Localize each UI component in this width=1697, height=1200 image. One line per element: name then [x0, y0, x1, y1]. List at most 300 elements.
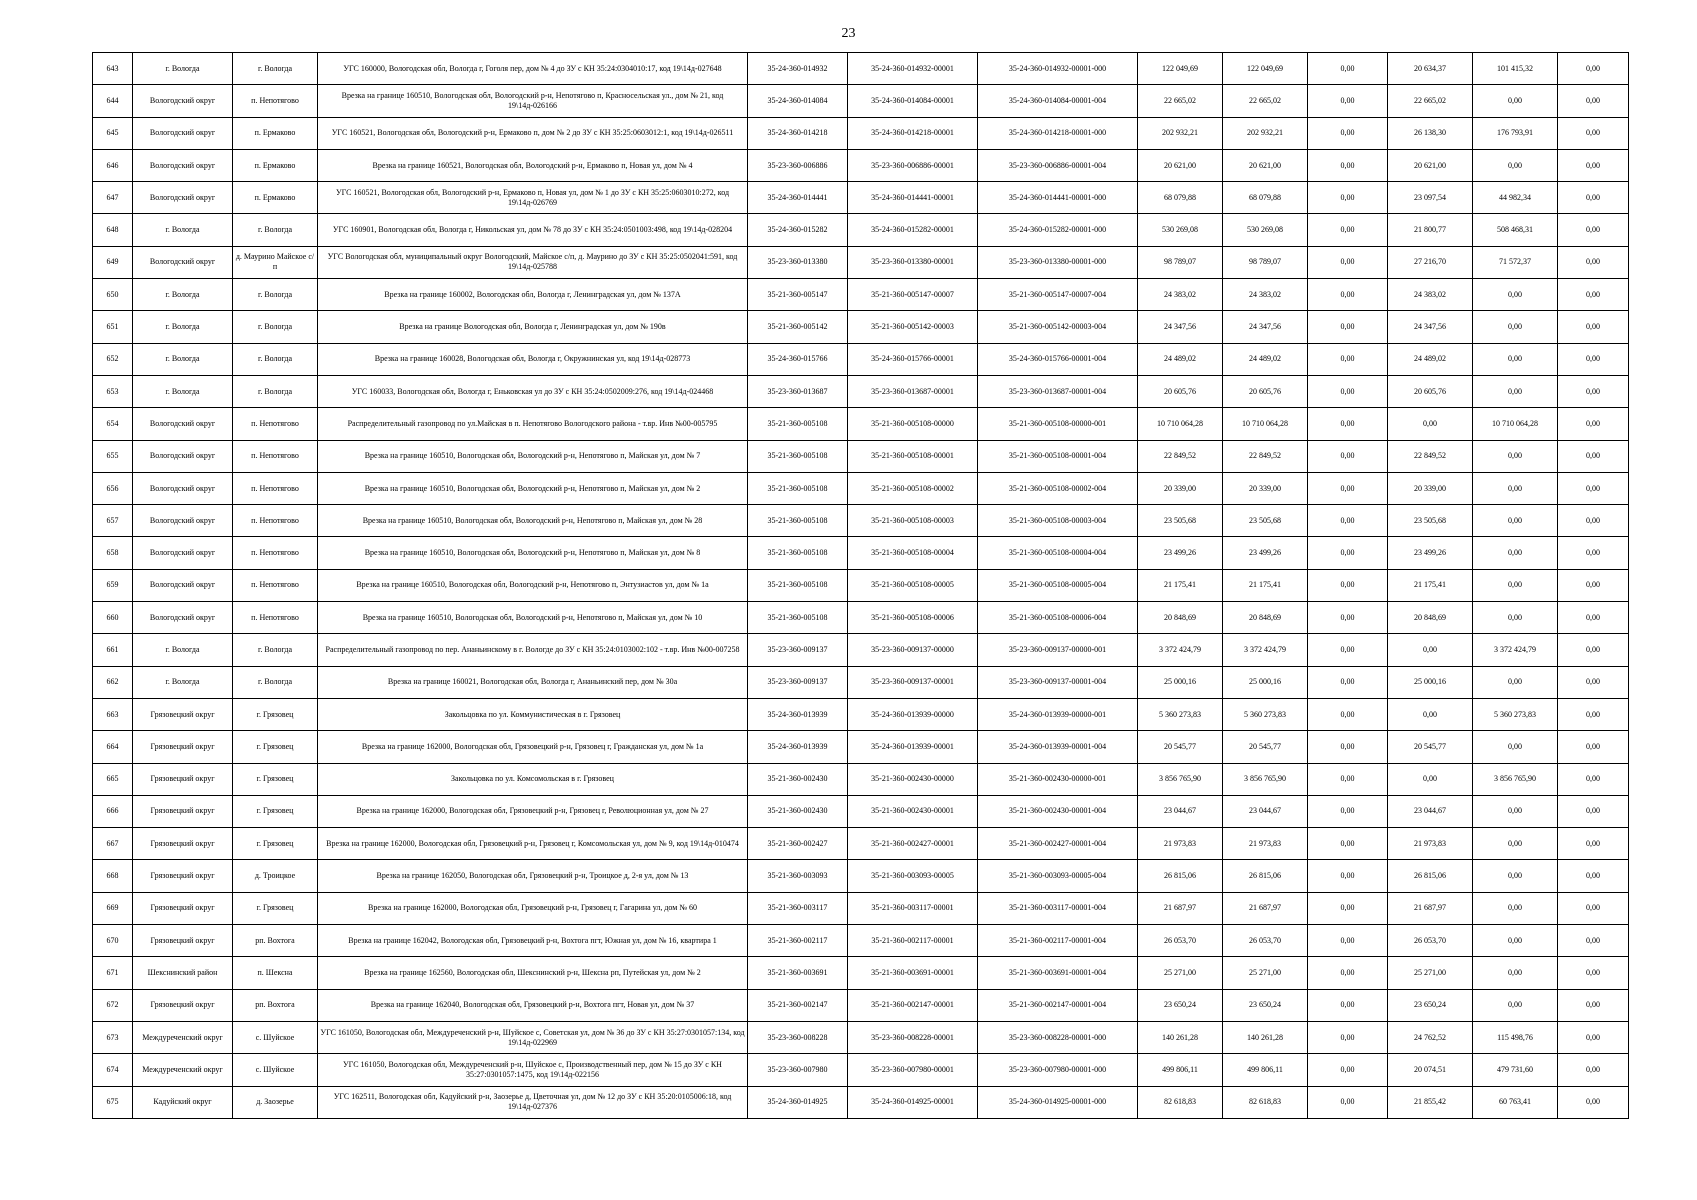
- district-cell: Вологодский округ: [133, 85, 233, 117]
- cost-zero-cell: 0,00: [1308, 375, 1388, 407]
- element-code-cell: 35-21-360-005108-00001-004: [978, 440, 1138, 472]
- cost-zero-cell: 0,00: [1308, 957, 1388, 989]
- settlement-cell: п. Ермаково: [233, 117, 318, 149]
- cost-connection-cell: 21 175,41: [1388, 569, 1473, 601]
- element-code-cell: 35-24-360-014218-00001-000: [978, 117, 1138, 149]
- table-row: [93, 343, 1629, 375]
- cost-amount-cell: 26 053,70: [1223, 925, 1308, 957]
- object-description-cell: Врезка на границе 162560, Вологодская обл, Шекснинский р-н, Шексна рп, Путейская ул, дом № 2: [318, 957, 748, 989]
- cost-total-cell: 20 621,00: [1138, 149, 1223, 181]
- district-cell: г. Вологда: [133, 53, 233, 85]
- cost-network-cell: 0,00: [1473, 795, 1558, 827]
- element-code-cell: 35-24-360-015282-00001-000: [978, 214, 1138, 246]
- object-description-cell: УГС 160521, Вологодская обл, Вологодский р-н, Ермаково п, Новая ул, дом № 1 до ЗУ с КН 35:25:0603010:272, код 19\14д-026769: [318, 182, 748, 214]
- table-row: [93, 828, 1629, 860]
- row-number-cell: 655: [93, 440, 133, 472]
- object-code-cell: 35-21-360-005108-00006: [848, 602, 978, 634]
- cost-zero-cell: 0,00: [1308, 246, 1388, 278]
- cost-total-cell: 24 347,56: [1138, 311, 1223, 343]
- cost-total-cell: 25 271,00: [1138, 957, 1223, 989]
- inventory-code-cell: 35-24-360-014084: [748, 85, 848, 117]
- district-cell: Междуреченский округ: [133, 1054, 233, 1086]
- object-code-cell: 35-23-360-006886-00001: [848, 149, 978, 181]
- element-code-cell: 35-24-360-014925-00001-000: [978, 1086, 1138, 1118]
- object-code-cell: 35-24-360-014218-00001: [848, 117, 978, 149]
- cost-connection-cell: 22 849,52: [1388, 440, 1473, 472]
- cost-total-cell: 5 360 273,83: [1138, 698, 1223, 730]
- element-code-cell: 35-21-360-002117-00001-004: [978, 925, 1138, 957]
- row-number-cell: 671: [93, 957, 133, 989]
- settlement-cell: д. Маурино Майское с/п: [233, 246, 318, 278]
- district-cell: г. Вологда: [133, 634, 233, 666]
- settlement-cell: г. Грязовец: [233, 763, 318, 795]
- district-cell: Грязовецкий округ: [133, 795, 233, 827]
- inventory-code-cell: 35-21-360-003117: [748, 892, 848, 924]
- cost-network-cell: 0,00: [1473, 602, 1558, 634]
- cost-other-cell: 0,00: [1558, 182, 1629, 214]
- object-code-cell: 35-21-360-005108-00003: [848, 505, 978, 537]
- cost-total-cell: 24 489,02: [1138, 343, 1223, 375]
- cost-connection-cell: 23 650,24: [1388, 989, 1473, 1021]
- cost-amount-cell: 3 856 765,90: [1223, 763, 1308, 795]
- inventory-code-cell: 35-24-360-014925: [748, 1086, 848, 1118]
- district-cell: г. Вологда: [133, 666, 233, 698]
- cost-total-cell: 23 505,68: [1138, 505, 1223, 537]
- inventory-code-cell: 35-24-360-013939: [748, 698, 848, 730]
- object-description-cell: УГС 161050, Вологодская обл, Междуреченский р-н, Шуйское с, Советская ул, дом № 36 до ЗУ с КН 35:27:0301057:134, код 19\14д-022969: [318, 1021, 748, 1053]
- table-row: [93, 602, 1629, 634]
- district-cell: Грязовецкий округ: [133, 731, 233, 763]
- cost-other-cell: 0,00: [1558, 763, 1629, 795]
- element-code-cell: 35-24-360-015766-00001-004: [978, 343, 1138, 375]
- row-number-cell: 654: [93, 408, 133, 440]
- inventory-code-cell: 35-21-360-002147: [748, 989, 848, 1021]
- element-code-cell: 35-23-360-009137-00000-001: [978, 634, 1138, 666]
- cost-amount-cell: 20 621,00: [1223, 149, 1308, 181]
- cost-total-cell: 23 650,24: [1138, 989, 1223, 1021]
- object-description-cell: УГС 160033, Вологодская обл, Вологда г, Еньковская ул до ЗУ с КН 35:24:0502009:276, код 19\14д-024468: [318, 375, 748, 407]
- cost-zero-cell: 0,00: [1308, 440, 1388, 472]
- element-code-cell: 35-23-360-006886-00001-004: [978, 149, 1138, 181]
- object-description-cell: Врезка на границе 160510, Вологодская обл, Вологодский р-н, Непотягово п, Энтузиастов ул, дом № 1а: [318, 569, 748, 601]
- cost-amount-cell: 23 505,68: [1223, 505, 1308, 537]
- object-code-cell: 35-24-360-013939-00000: [848, 698, 978, 730]
- object-description-cell: УГС 162511, Вологодская обл, Кадуйский р-н, Заозерье д, Цветочная ул, дом № 12 до ЗУ с КН 35:20:0105006:18, код 19\14д-027376: [318, 1086, 748, 1118]
- table-row: [93, 1086, 1629, 1118]
- element-code-cell: 35-21-360-005108-00006-004: [978, 602, 1138, 634]
- cost-amount-cell: 20 605,76: [1223, 375, 1308, 407]
- object-code-cell: 35-21-360-005108-00004: [848, 537, 978, 569]
- cost-other-cell: 0,00: [1558, 117, 1629, 149]
- cost-other-cell: 0,00: [1558, 53, 1629, 85]
- inventory-code-cell: 35-23-360-009137: [748, 666, 848, 698]
- row-number-cell: 652: [93, 343, 133, 375]
- cost-connection-cell: 23 044,67: [1388, 795, 1473, 827]
- cost-amount-cell: 20 339,00: [1223, 472, 1308, 504]
- registry-table: [92, 52, 1629, 1119]
- row-number-cell: 644: [93, 85, 133, 117]
- cost-amount-cell: 202 932,21: [1223, 117, 1308, 149]
- row-number-cell: 656: [93, 472, 133, 504]
- inventory-code-cell: 35-21-360-005108: [748, 440, 848, 472]
- inventory-code-cell: 35-24-360-015282: [748, 214, 848, 246]
- object-code-cell: 35-23-360-013687-00001: [848, 375, 978, 407]
- cost-network-cell: 5 360 273,83: [1473, 698, 1558, 730]
- element-code-cell: 35-21-360-002427-00001-004: [978, 828, 1138, 860]
- cost-network-cell: 0,00: [1473, 375, 1558, 407]
- cost-zero-cell: 0,00: [1308, 828, 1388, 860]
- cost-amount-cell: 68 079,88: [1223, 182, 1308, 214]
- inventory-code-cell: 35-21-360-002117: [748, 925, 848, 957]
- cost-total-cell: 202 932,21: [1138, 117, 1223, 149]
- row-number-cell: 670: [93, 925, 133, 957]
- settlement-cell: п. Непотягово: [233, 472, 318, 504]
- element-code-cell: 35-21-360-002147-00001-004: [978, 989, 1138, 1021]
- cost-connection-cell: 24 489,02: [1388, 343, 1473, 375]
- cost-amount-cell: 26 815,06: [1223, 860, 1308, 892]
- table-row: [93, 957, 1629, 989]
- object-description-cell: Врезка на границе 160028, Вологодская обл, Вологда г, Окружнинская ул, код 19\14д-028773: [318, 343, 748, 375]
- cost-zero-cell: 0,00: [1308, 569, 1388, 601]
- cost-total-cell: 22 849,52: [1138, 440, 1223, 472]
- cost-total-cell: 530 269,08: [1138, 214, 1223, 246]
- row-number-cell: 667: [93, 828, 133, 860]
- object-code-cell: 35-21-360-003691-00001: [848, 957, 978, 989]
- object-code-cell: 35-21-360-003117-00001: [848, 892, 978, 924]
- cost-network-cell: 71 572,37: [1473, 246, 1558, 278]
- cost-amount-cell: 3 372 424,79: [1223, 634, 1308, 666]
- cost-total-cell: 20 545,77: [1138, 731, 1223, 763]
- cost-total-cell: 98 789,07: [1138, 246, 1223, 278]
- cost-network-cell: 0,00: [1473, 731, 1558, 763]
- inventory-code-cell: 35-21-360-002430: [748, 763, 848, 795]
- element-code-cell: 35-23-360-013380-00001-000: [978, 246, 1138, 278]
- cost-network-cell: 0,00: [1473, 343, 1558, 375]
- district-cell: Вологодский округ: [133, 408, 233, 440]
- cost-total-cell: 21 175,41: [1138, 569, 1223, 601]
- row-number-cell: 663: [93, 698, 133, 730]
- cost-connection-cell: 21 973,83: [1388, 828, 1473, 860]
- cost-amount-cell: 10 710 064,28: [1223, 408, 1308, 440]
- cost-total-cell: 24 383,02: [1138, 279, 1223, 311]
- table-row: [93, 731, 1629, 763]
- element-code-cell: 35-24-360-014084-00001-004: [978, 85, 1138, 117]
- object-code-cell: 35-21-360-002427-00001: [848, 828, 978, 860]
- district-cell: Вологодский округ: [133, 246, 233, 278]
- inventory-code-cell: 35-24-360-015766: [748, 343, 848, 375]
- element-code-cell: 35-21-360-005108-00000-001: [978, 408, 1138, 440]
- cost-other-cell: 0,00: [1558, 731, 1629, 763]
- table-row: [93, 892, 1629, 924]
- settlement-cell: г. Вологда: [233, 634, 318, 666]
- cost-amount-cell: 25 271,00: [1223, 957, 1308, 989]
- inventory-code-cell: 35-24-360-014932: [748, 53, 848, 85]
- settlement-cell: г. Грязовец: [233, 795, 318, 827]
- table-row: [93, 989, 1629, 1021]
- cost-network-cell: 60 763,41: [1473, 1086, 1558, 1118]
- row-number-cell: 653: [93, 375, 133, 407]
- cost-amount-cell: 5 360 273,83: [1223, 698, 1308, 730]
- cost-other-cell: 0,00: [1558, 795, 1629, 827]
- cost-other-cell: 0,00: [1558, 602, 1629, 634]
- element-code-cell: 35-21-360-005108-00002-004: [978, 472, 1138, 504]
- district-cell: г. Вологда: [133, 343, 233, 375]
- settlement-cell: п. Непотягово: [233, 602, 318, 634]
- object-code-cell: 35-23-360-007980-00001: [848, 1054, 978, 1086]
- cost-total-cell: 20 605,76: [1138, 375, 1223, 407]
- cost-network-cell: 0,00: [1473, 828, 1558, 860]
- cost-total-cell: 499 806,11: [1138, 1054, 1223, 1086]
- cost-other-cell: 0,00: [1558, 666, 1629, 698]
- inventory-code-cell: 35-24-360-014218: [748, 117, 848, 149]
- table-row: [93, 182, 1629, 214]
- inventory-code-cell: 35-21-360-005108: [748, 472, 848, 504]
- row-number-cell: 668: [93, 860, 133, 892]
- settlement-cell: рп. Вохтога: [233, 925, 318, 957]
- settlement-cell: г. Вологда: [233, 666, 318, 698]
- cost-connection-cell: 20 339,00: [1388, 472, 1473, 504]
- object-description-cell: Врезка на границе 160521, Вологодская обл, Вологодский р-н, Ермаково п, Новая ул, дом № 4: [318, 149, 748, 181]
- cost-other-cell: 0,00: [1558, 828, 1629, 860]
- table-row: [93, 795, 1629, 827]
- cost-amount-cell: 22 849,52: [1223, 440, 1308, 472]
- district-cell: Грязовецкий округ: [133, 892, 233, 924]
- cost-network-cell: 0,00: [1473, 860, 1558, 892]
- cost-connection-cell: 24 347,56: [1388, 311, 1473, 343]
- table-row: [93, 85, 1629, 117]
- settlement-cell: п. Ермаково: [233, 149, 318, 181]
- cost-other-cell: 0,00: [1558, 246, 1629, 278]
- table-row: [93, 440, 1629, 472]
- element-code-cell: 35-24-360-013939-00000-001: [978, 698, 1138, 730]
- object-code-cell: 35-23-360-013380-00001: [848, 246, 978, 278]
- cost-amount-cell: 140 261,28: [1223, 1021, 1308, 1053]
- cost-connection-cell: 20 634,37: [1388, 53, 1473, 85]
- cost-other-cell: 0,00: [1558, 375, 1629, 407]
- table-row: [93, 537, 1629, 569]
- cost-zero-cell: 0,00: [1308, 279, 1388, 311]
- cost-amount-cell: 122 049,69: [1223, 53, 1308, 85]
- cost-other-cell: 0,00: [1558, 569, 1629, 601]
- object-description-cell: Закольцовка по ул. Комсомольская в г. Грязовец: [318, 763, 748, 795]
- cost-zero-cell: 0,00: [1308, 634, 1388, 666]
- inventory-code-cell: 35-21-360-005108: [748, 408, 848, 440]
- cost-other-cell: 0,00: [1558, 279, 1629, 311]
- table-row: [93, 698, 1629, 730]
- settlement-cell: п. Шексна: [233, 957, 318, 989]
- object-code-cell: 35-21-360-005108-00002: [848, 472, 978, 504]
- cost-zero-cell: 0,00: [1308, 472, 1388, 504]
- inventory-code-cell: 35-21-360-005142: [748, 311, 848, 343]
- cost-network-cell: 3 856 765,90: [1473, 763, 1558, 795]
- cost-zero-cell: 0,00: [1308, 698, 1388, 730]
- cost-other-cell: 0,00: [1558, 925, 1629, 957]
- cost-network-cell: 0,00: [1473, 149, 1558, 181]
- cost-amount-cell: 21 973,83: [1223, 828, 1308, 860]
- cost-zero-cell: 0,00: [1308, 343, 1388, 375]
- cost-amount-cell: 20 848,69: [1223, 602, 1308, 634]
- cost-zero-cell: 0,00: [1308, 117, 1388, 149]
- cost-network-cell: 176 793,91: [1473, 117, 1558, 149]
- district-cell: Вологодский округ: [133, 149, 233, 181]
- table-row: [93, 634, 1629, 666]
- row-number-cell: 657: [93, 505, 133, 537]
- cost-zero-cell: 0,00: [1308, 860, 1388, 892]
- cost-connection-cell: 21 855,42: [1388, 1086, 1473, 1118]
- object-code-cell: 35-21-360-005108-00001: [848, 440, 978, 472]
- cost-zero-cell: 0,00: [1308, 505, 1388, 537]
- table-row: [93, 408, 1629, 440]
- row-number-cell: 665: [93, 763, 133, 795]
- inventory-code-cell: 35-21-360-003691: [748, 957, 848, 989]
- row-number-cell: 675: [93, 1086, 133, 1118]
- cost-network-cell: 0,00: [1473, 472, 1558, 504]
- object-code-cell: 35-23-360-009137-00001: [848, 666, 978, 698]
- cost-other-cell: 0,00: [1558, 1054, 1629, 1086]
- row-number-cell: 666: [93, 795, 133, 827]
- cost-connection-cell: 0,00: [1388, 698, 1473, 730]
- object-description-cell: Врезка на границе 160510, Вологодская обл, Вологодский р-н, Непотягово п, Майская ул, дом № 28: [318, 505, 748, 537]
- cost-amount-cell: 82 618,83: [1223, 1086, 1308, 1118]
- district-cell: Вологодский округ: [133, 602, 233, 634]
- cost-other-cell: 0,00: [1558, 505, 1629, 537]
- element-code-cell: 35-21-360-002430-00001-004: [978, 795, 1138, 827]
- element-code-cell: 35-21-360-005108-00005-004: [978, 569, 1138, 601]
- object-description-cell: УГС Вологодская обл, муниципальный округ Вологодский, Майское с/п, д. Маурино до ЗУ с КН 35:25:0502041:591, код 19\14д-025788: [318, 246, 748, 278]
- cost-network-cell: 0,00: [1473, 311, 1558, 343]
- cost-connection-cell: 24 383,02: [1388, 279, 1473, 311]
- element-code-cell: 35-23-360-008228-00001-000: [978, 1021, 1138, 1053]
- cost-total-cell: 26 053,70: [1138, 925, 1223, 957]
- cost-total-cell: 140 261,28: [1138, 1021, 1223, 1053]
- object-code-cell: 35-24-360-014084-00001: [848, 85, 978, 117]
- settlement-cell: г. Грязовец: [233, 698, 318, 730]
- cost-connection-cell: 20 605,76: [1388, 375, 1473, 407]
- cost-connection-cell: 24 762,52: [1388, 1021, 1473, 1053]
- table-row: [93, 925, 1629, 957]
- element-code-cell: 35-24-360-014441-00001-000: [978, 182, 1138, 214]
- cost-network-cell: 0,00: [1473, 666, 1558, 698]
- inventory-code-cell: 35-21-360-005108: [748, 505, 848, 537]
- element-code-cell: 35-23-360-013687-00001-004: [978, 375, 1138, 407]
- cost-other-cell: 0,00: [1558, 989, 1629, 1021]
- cost-network-cell: 44 982,34: [1473, 182, 1558, 214]
- cost-total-cell: 26 815,06: [1138, 860, 1223, 892]
- cost-connection-cell: 0,00: [1388, 408, 1473, 440]
- cost-amount-cell: 25 000,16: [1223, 666, 1308, 698]
- row-number-cell: 647: [93, 182, 133, 214]
- inventory-code-cell: 35-23-360-013687: [748, 375, 848, 407]
- cost-total-cell: 3 856 765,90: [1138, 763, 1223, 795]
- cost-network-cell: 508 468,31: [1473, 214, 1558, 246]
- cost-network-cell: 0,00: [1473, 989, 1558, 1021]
- object-code-cell: 35-21-360-005108-00005: [848, 569, 978, 601]
- row-number-cell: 674: [93, 1054, 133, 1086]
- cost-total-cell: 68 079,88: [1138, 182, 1223, 214]
- object-description-cell: Врезка на границе 162050, Вологодская обл, Грязовецкий р-н, Троицкое д, 2-я ул, дом № 13: [318, 860, 748, 892]
- cost-zero-cell: 0,00: [1308, 892, 1388, 924]
- settlement-cell: п. Ермаково: [233, 182, 318, 214]
- cost-connection-cell: 23 505,68: [1388, 505, 1473, 537]
- inventory-code-cell: 35-24-360-013939: [748, 731, 848, 763]
- object-description-cell: Врезка на границе 160510, Вологодская обл, Вологодский р-н, Непотягово п, Майская ул, дом № 7: [318, 440, 748, 472]
- cost-other-cell: 0,00: [1558, 214, 1629, 246]
- object-description-cell: Врезка на границе 162000, Вологодская обл, Грязовецкий р-н, Грязовец г, Революционная ул, дом № 27: [318, 795, 748, 827]
- cost-zero-cell: 0,00: [1308, 1054, 1388, 1086]
- table-row: [93, 860, 1629, 892]
- settlement-cell: п. Непотягово: [233, 537, 318, 569]
- object-description-cell: Врезка на границе 162000, Вологодская обл, Грязовецкий р-н, Грязовец г, Комсомольская ул, дом № 9, код 19\14д-010474: [318, 828, 748, 860]
- cost-other-cell: 0,00: [1558, 440, 1629, 472]
- cost-zero-cell: 0,00: [1308, 795, 1388, 827]
- cost-zero-cell: 0,00: [1308, 666, 1388, 698]
- cost-other-cell: 0,00: [1558, 537, 1629, 569]
- cost-network-cell: 101 415,32: [1473, 53, 1558, 85]
- cost-zero-cell: 0,00: [1308, 925, 1388, 957]
- settlement-cell: г. Вологда: [233, 375, 318, 407]
- cost-total-cell: 22 665,02: [1138, 85, 1223, 117]
- table-row: [93, 569, 1629, 601]
- object-description-cell: Закольцовка по ул. Коммунистическая в г. Грязовец: [318, 698, 748, 730]
- cost-network-cell: 0,00: [1473, 957, 1558, 989]
- inventory-code-cell: 35-23-360-013380: [748, 246, 848, 278]
- object-description-cell: Врезка на границе 160021, Вологодская обл, Вологда г, Ананьинский пер, дом № 30а: [318, 666, 748, 698]
- cost-zero-cell: 0,00: [1308, 149, 1388, 181]
- cost-other-cell: 0,00: [1558, 408, 1629, 440]
- object-description-cell: Врезка на границе 162042, Вологодская обл, Грязовецкий р-н, Вохтога пгт, Южная ул, дом № 16, квартира 1: [318, 925, 748, 957]
- cost-other-cell: 0,00: [1558, 85, 1629, 117]
- table-row: [93, 214, 1629, 246]
- element-code-cell: 35-21-360-003117-00001-004: [978, 892, 1138, 924]
- element-code-cell: 35-21-360-005147-00007-004: [978, 279, 1138, 311]
- settlement-cell: с. Шуйское: [233, 1054, 318, 1086]
- cost-connection-cell: 21 687,97: [1388, 892, 1473, 924]
- district-cell: Вологодский округ: [133, 182, 233, 214]
- inventory-code-cell: 35-21-360-002430: [748, 795, 848, 827]
- cost-other-cell: 0,00: [1558, 149, 1629, 181]
- object-code-cell: 35-24-360-014932-00001: [848, 53, 978, 85]
- settlement-cell: п. Непотягово: [233, 569, 318, 601]
- row-number-cell: 669: [93, 892, 133, 924]
- row-number-cell: 661: [93, 634, 133, 666]
- table-row: [93, 279, 1629, 311]
- cost-zero-cell: 0,00: [1308, 602, 1388, 634]
- district-cell: Вологодский округ: [133, 440, 233, 472]
- district-cell: Вологодский округ: [133, 472, 233, 504]
- cost-zero-cell: 0,00: [1308, 53, 1388, 85]
- cost-total-cell: 3 372 424,79: [1138, 634, 1223, 666]
- cost-zero-cell: 0,00: [1308, 763, 1388, 795]
- row-number-cell: 658: [93, 537, 133, 569]
- row-number-cell: 650: [93, 279, 133, 311]
- row-number-cell: 662: [93, 666, 133, 698]
- cost-total-cell: 21 687,97: [1138, 892, 1223, 924]
- object-description-cell: Врезка на границе Вологодская обл, Вологда г, Ленинградская ул, дом № 190в: [318, 311, 748, 343]
- settlement-cell: рп. Вохтога: [233, 989, 318, 1021]
- element-code-cell: 35-21-360-003093-00005-004: [978, 860, 1138, 892]
- cost-total-cell: 122 049,69: [1138, 53, 1223, 85]
- inventory-code-cell: 35-23-360-006886: [748, 149, 848, 181]
- element-code-cell: 35-21-360-002430-00000-001: [978, 763, 1138, 795]
- cost-amount-cell: 499 806,11: [1223, 1054, 1308, 1086]
- cost-amount-cell: 23 044,67: [1223, 795, 1308, 827]
- table-row: [93, 505, 1629, 537]
- cost-network-cell: 0,00: [1473, 537, 1558, 569]
- object-description-cell: Врезка на границе 162000, Вологодская обл, Грязовецкий р-н, Грязовец г, Гражданская ул, дом № 1а: [318, 731, 748, 763]
- inventory-code-cell: 35-23-360-008228: [748, 1021, 848, 1053]
- district-cell: Грязовецкий округ: [133, 989, 233, 1021]
- settlement-cell: г. Грязовец: [233, 828, 318, 860]
